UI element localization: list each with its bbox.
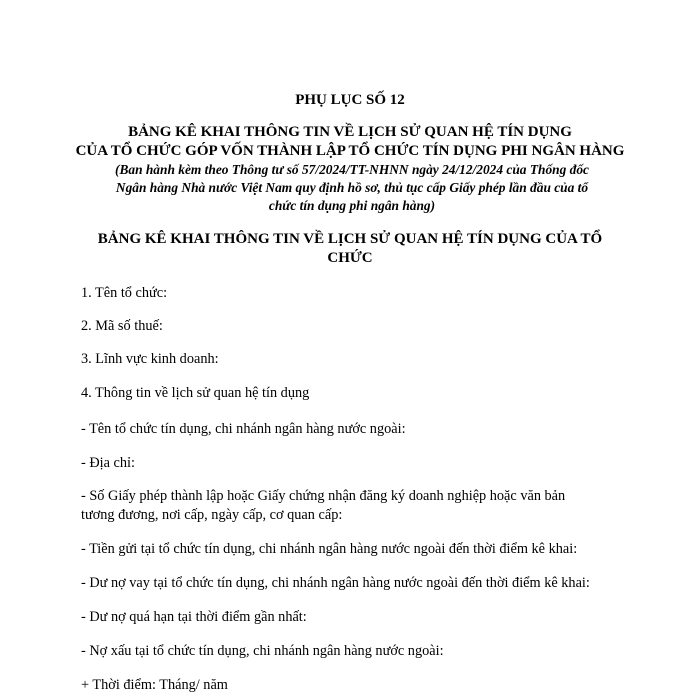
section-title xyxy=(80,230,620,268)
field-overdue-debt: - Dư nợ quá hạn tại thời điểm gần nhất: xyxy=(81,609,307,625)
issuance-note xyxy=(88,161,616,215)
field-license-info xyxy=(81,487,621,525)
section-title-line-2: CHỨC xyxy=(327,250,373,266)
issuance-note-line-2: Ngân hàng Nhà nước Việt Nam quy định hồ sơ, thủ tục cấp Giấy phép lần đầu của tổ xyxy=(115,180,589,195)
field-time-point: + Thời điểm: Tháng/ năm xyxy=(81,677,228,693)
section-title-line-1: BẢNG KÊ KHAI THÔNG TIN VỀ LỊCH SỬ QUAN HỆ TÍN DỤNG CỦA TỔ xyxy=(97,231,603,247)
issuance-note-line-3: chức tín dụng phi ngân hàng) xyxy=(268,198,436,213)
form-title-line-2: CỦA TỔ CHỨC GÓP VỐN THÀNH LẬP TỔ CHỨC TÍN DỤNG PHI NGÂN HÀNG xyxy=(75,143,625,159)
field-license-line-2: tương đương, nơi cấp, ngày cấp, cơ quan cấp: xyxy=(81,507,343,523)
form-title xyxy=(0,123,700,161)
field-bad-debt: - Nợ xấu tại tổ chức tín dụng, chi nhánh ngân hàng nước ngoài: xyxy=(81,643,444,659)
field-address: - Địa chỉ: xyxy=(81,455,135,471)
issuance-note-line-1: (Ban hành kèm theo Thông tư số 57/2024/TT-NHNN ngày 24/12/2024 của Thống đốc xyxy=(114,162,589,177)
field-loan-balance: - Dư nợ vay tại tổ chức tín dụng, chi nhánh ngân hàng nước ngoài đến thời điểm kê khai: xyxy=(81,575,590,591)
field-deposits: - Tiền gửi tại tổ chức tín dụng, chi nhánh ngân hàng nước ngoài đến thời điểm kê khai: xyxy=(81,541,578,557)
field-license-line-1: - Số Giấy phép thành lập hoặc Giấy chứng nhận đăng ký doanh nghiệp hoặc văn bản xyxy=(81,488,566,504)
field-business-field: 3. Lĩnh vực kinh doanh: xyxy=(81,351,219,367)
field-tax-code: 2. Mã số thuế: xyxy=(81,318,163,334)
field-credit-history: 4. Thông tin về lịch sử quan hệ tín dụng xyxy=(81,385,310,401)
appendix-title: PHỤ LỤC SỐ 12 xyxy=(295,92,405,108)
field-org-name: 1. Tên tổ chức: xyxy=(81,285,168,301)
field-credit-institution-name: - Tên tổ chức tín dụng, chi nhánh ngân hàng nước ngoài: xyxy=(81,421,406,437)
form-title-line-1: BẢNG KÊ KHAI THÔNG TIN VỀ LỊCH SỬ QUAN HỆ TÍN DỤNG xyxy=(128,124,572,140)
